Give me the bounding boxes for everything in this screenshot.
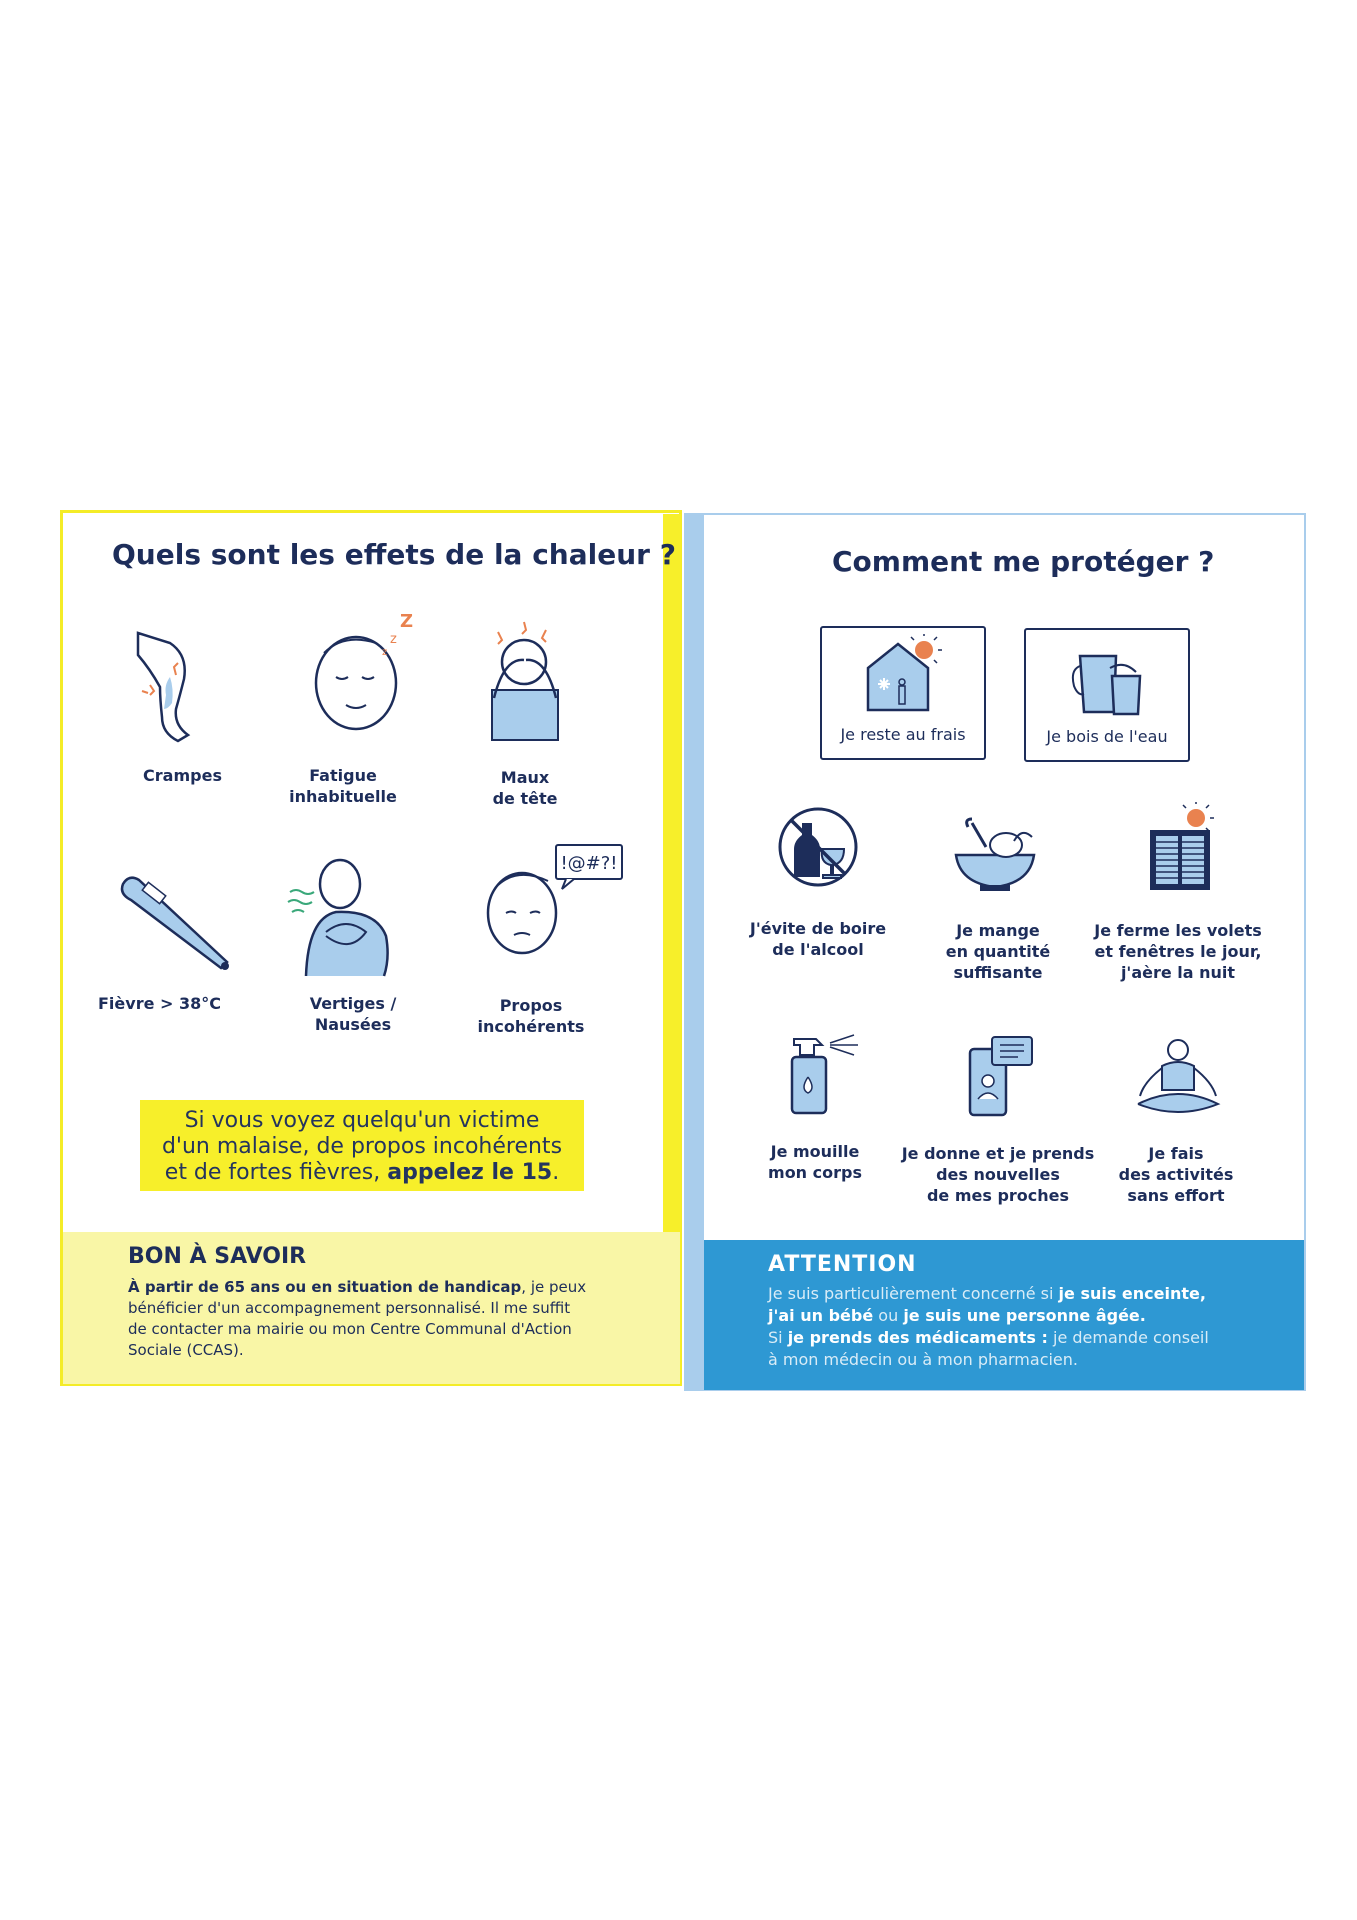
symptom-label-fatigue: Fatigue inhabituelle — [289, 766, 397, 806]
tip-label-volets: Je ferme les volets et fenêtres le jour, j'aère la nuit — [1094, 921, 1262, 982]
bon-a-savoir-title: BON À SAVOIR — [128, 1244, 307, 1269]
tip-label-nouvelles: Je donne et je prends des nouvelles de mes proches — [901, 1144, 1095, 1205]
cool-house-icon — [862, 634, 942, 712]
symptom-label-propos: Propos incohérents — [477, 996, 585, 1036]
symptom-label-crampes: Crampes — [143, 766, 222, 785]
bon-line-4: Sociale (CCAS). — [128, 1341, 244, 1359]
sleepy-face-icon — [298, 605, 428, 740]
attention-line-2: j'ai un bébé ou je suis une personne âgée. — [768, 1306, 1146, 1325]
dizziness-icon — [286, 848, 401, 978]
shutters-icon — [1146, 802, 1236, 892]
headache-icon — [480, 618, 570, 743]
attention-line-3: Si je prends des médicaments : je demande conseil — [768, 1328, 1209, 1347]
symptom-label-fievre: Fièvre > 38°C — [98, 994, 221, 1013]
tip-label-bois-de-leau: Je bois de l'eau — [1046, 727, 1168, 746]
bon-line-3: de contacter ma mairie ou mon Centre Communal d'Action — [128, 1320, 572, 1338]
tip-label-mange: Je mange en quantité suffisante — [945, 921, 1051, 982]
svg-text:Z: Z — [400, 611, 414, 632]
emergency-alert-box — [140, 1100, 584, 1191]
left-title: Quels sont les effets de la chaleur ? — [112, 538, 676, 571]
confused-speech-icon — [478, 843, 628, 963]
right-title: Comment me protéger ? — [832, 545, 1215, 578]
spray-bottle-icon — [786, 1033, 866, 1117]
phone-message-icon — [966, 1035, 1036, 1117]
call-15-emphasis: appelez le 15 — [387, 1160, 553, 1185]
tip-label-alcool: J'évite de boire de l'alcool — [749, 919, 887, 959]
no-alcohol-icon — [776, 805, 860, 889]
attention-title: ATTENTION — [768, 1252, 917, 1277]
tip-label-reste-au-frais: Je reste au frais — [840, 725, 966, 744]
leg-cramp-icon — [130, 625, 210, 745]
alert-line-2: d'un malaise, de propos incohérents — [161, 1134, 563, 1159]
svg-text:!@#?!: !@#?! — [560, 853, 618, 874]
svg-text:z: z — [382, 647, 388, 658]
tip-label-activites: Je fais des activités sans effort — [1118, 1144, 1234, 1205]
bon-line-1: À partir de 65 ans ou en situation de handicap, je peux — [128, 1278, 587, 1296]
alert-line-3: et de fortes fièvres, appelez le 15. — [164, 1160, 560, 1185]
symptom-label-maux-de-tete: Maux de tête — [492, 768, 558, 808]
attention-line-4: à mon médecin ou à mon pharmacien. — [768, 1350, 1078, 1369]
food-bowl-icon — [950, 815, 1040, 895]
tip-label-mouille: Je mouille mon corps — [768, 1142, 862, 1182]
attention-line-1: Je suis particulièrement concerné si je suis enceinte, — [768, 1284, 1206, 1303]
svg-text:z: z — [390, 632, 397, 647]
symptom-label-vertiges: Vertiges / Nausées — [309, 994, 397, 1034]
water-jug-icon — [1070, 642, 1150, 716]
alert-line-1: Si vous voyez quelqu'un victime — [184, 1108, 540, 1133]
tip-box-bois-de-leau — [1024, 628, 1190, 762]
tip-box-reste-au-frais — [820, 626, 986, 760]
meditation-icon — [1130, 1036, 1225, 1118]
thermometer-icon — [115, 870, 240, 980]
bon-line-2: bénéficier d'un accompagnement personnalisé. Il me suffit — [128, 1299, 571, 1317]
right-panel-stripe — [684, 513, 704, 1391]
